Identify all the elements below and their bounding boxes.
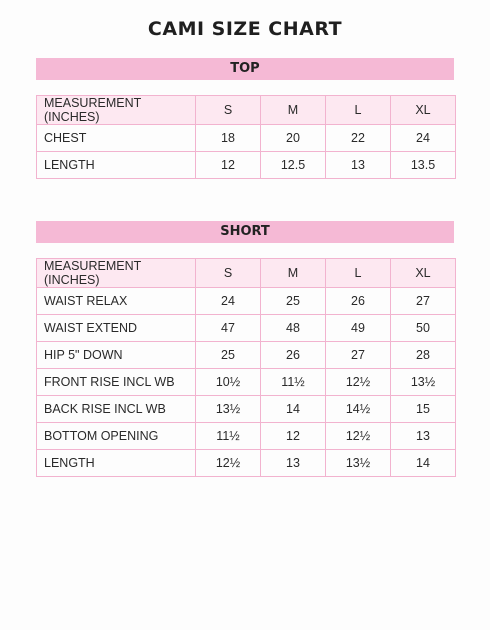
row-label: LENGTH — [37, 450, 196, 477]
table-header-row — [37, 96, 456, 125]
table-cell: 28 — [391, 342, 456, 369]
short-size-table — [36, 258, 456, 477]
column-header-m: M — [261, 96, 326, 125]
table-cell: 24 — [196, 288, 261, 315]
table-cell: 13½ — [326, 450, 391, 477]
table-cell: 12½ — [196, 450, 261, 477]
column-header-xl: XL — [391, 96, 456, 125]
table-cell: 20 — [261, 125, 326, 152]
table-row — [37, 423, 456, 450]
table-cell: 25 — [196, 342, 261, 369]
table-cell: 13½ — [196, 396, 261, 423]
table-cell: 47 — [196, 315, 261, 342]
table-cell: 12½ — [326, 423, 391, 450]
table-row — [37, 315, 456, 342]
table-cell: 11½ — [261, 369, 326, 396]
column-header-l: L — [326, 259, 391, 288]
table-cell: 11½ — [196, 423, 261, 450]
table-cell: 14 — [391, 450, 456, 477]
table-row — [37, 396, 456, 423]
row-label: FRONT RISE INCL WB — [37, 369, 196, 396]
table-cell: 15 — [391, 396, 456, 423]
page-title: CAMI SIZE CHART — [147, 18, 343, 40]
table-cell: 12 — [196, 152, 261, 179]
top-size-table — [36, 95, 456, 179]
section-heading-short: SHORT — [36, 221, 454, 243]
column-header-xl: XL — [391, 259, 456, 288]
table-cell: 27 — [326, 342, 391, 369]
table-row — [37, 152, 456, 179]
table-cell: 27 — [391, 288, 456, 315]
row-label: WAIST EXTEND — [37, 315, 196, 342]
table-cell: 26 — [261, 342, 326, 369]
row-label: HIP 5" DOWN — [37, 342, 196, 369]
row-label: LENGTH — [37, 152, 196, 179]
table-row — [37, 288, 456, 315]
table-row — [37, 450, 456, 477]
table-cell: 24 — [391, 125, 456, 152]
table-cell: 12 — [261, 423, 326, 450]
column-header-measurement: MEASUREMENT (INCHES) — [37, 259, 196, 288]
row-label: WAIST RELAX — [37, 288, 196, 315]
table-cell: 49 — [326, 315, 391, 342]
table-cell: 12½ — [326, 369, 391, 396]
table-cell: 48 — [261, 315, 326, 342]
column-header-s: S — [196, 259, 261, 288]
column-header-m: M — [261, 259, 326, 288]
row-label: BACK RISE INCL WB — [37, 396, 196, 423]
table-cell: 13½ — [391, 369, 456, 396]
table-cell: 14 — [261, 396, 326, 423]
table-header-row — [37, 259, 456, 288]
table-row — [37, 369, 456, 396]
column-header-s: S — [196, 96, 261, 125]
table-cell: 10½ — [196, 369, 261, 396]
table-cell: 13 — [261, 450, 326, 477]
table-cell: 25 — [261, 288, 326, 315]
table-cell: 22 — [326, 125, 391, 152]
row-label: CHEST — [37, 125, 196, 152]
column-header-l: L — [326, 96, 391, 125]
table-cell: 13 — [326, 152, 391, 179]
table-cell: 12.5 — [261, 152, 326, 179]
table-cell: 13 — [391, 423, 456, 450]
table-row — [37, 125, 456, 152]
section-heading-top: TOP — [36, 58, 454, 80]
table-cell: 26 — [326, 288, 391, 315]
row-label: BOTTOM OPENING — [37, 423, 196, 450]
table-cell: 18 — [196, 125, 261, 152]
table-cell: 14½ — [326, 396, 391, 423]
table-row — [37, 342, 456, 369]
table-cell: 13.5 — [391, 152, 456, 179]
table-cell: 50 — [391, 315, 456, 342]
column-header-measurement: MEASUREMENT (INCHES) — [37, 96, 196, 125]
